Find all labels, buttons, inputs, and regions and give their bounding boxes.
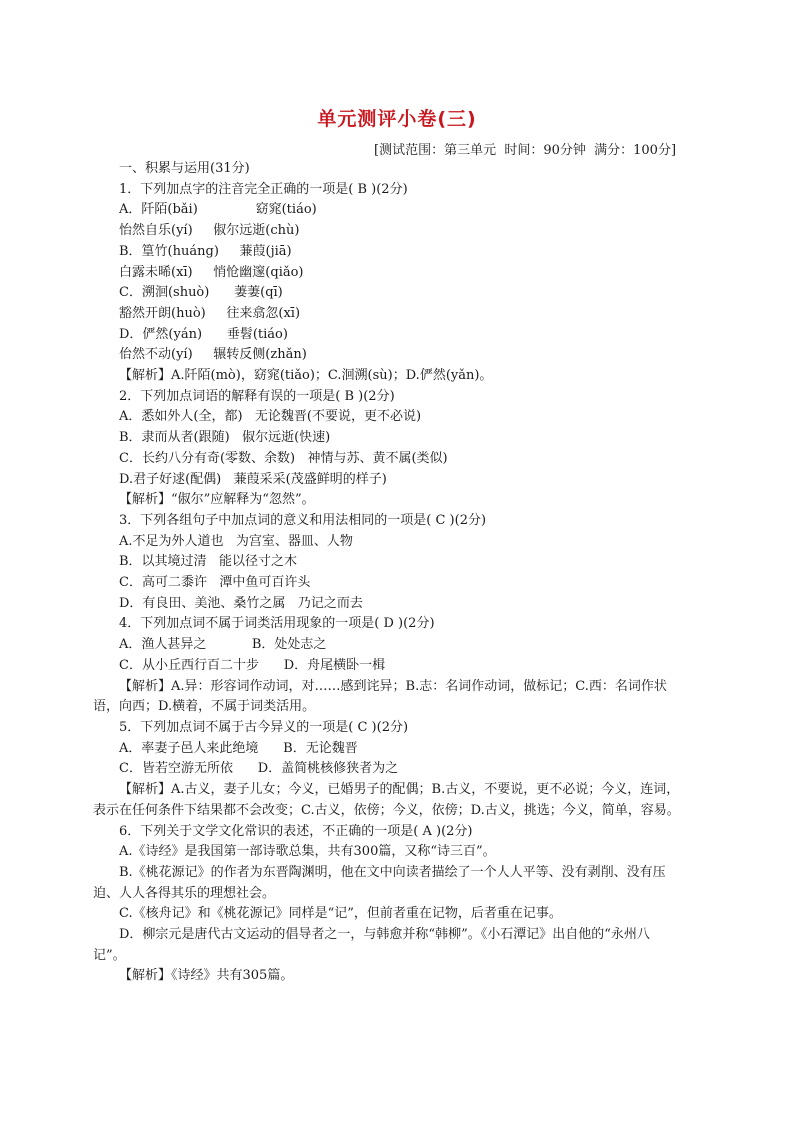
question-6-option-c: C.《核舟记》和《桃花源记》同样是“记”，但前者重在记物，后者重在记事。 (119, 906, 562, 922)
page-title: 单元测评小卷(三) (317, 108, 477, 130)
question-5-stem: 5．下列加点词不属于古今异义的一项是( C )(2分) (119, 719, 409, 735)
question-1-option-a-line-1: A．阡陌(bǎi) 窈窕(tiáo) (119, 202, 317, 218)
question-4-analysis: 【解析】A.异：形容词作动词，对……感到诧异；B.志：名词作动词，做标记；C.西：名词作状语，向西；D.横着，不属于词类活用。 (93, 678, 667, 715)
question-5-options-ab: A．率妻子邑人来此绝境 B．无论魏晋 (119, 740, 358, 756)
question-5-analysis: 【解析】A.古义，妻子儿女；今义，已婚男子的配偶；B.古义，不要说，更不必说；今义，连词，表示在任何条件下结果都不会改变；C.古义，依傍；今义，依傍；D.古义，挑选；今义，简单，容易。 (93, 782, 680, 818)
question-6-stem: 6．下列关于文学文化常识的表述，不正确的一项是( A )(2分) (119, 823, 473, 839)
question-3-option-c: C．高可二黍许 潭中鱼可百许头 (119, 575, 311, 591)
question-1-analysis: 【解析】A.阡陌(mò)，窈窕(tiǎo)；C.洄溯(sù)；D.俨然(yǎn)。 (119, 368, 493, 384)
question-5-options-cd: C．皆若空游无所依 D．盖简桃核修狭者为之 (119, 761, 399, 777)
question-1-option-d-line-1: D．俨然(yán) 垂髫(tiáo) (119, 326, 288, 342)
question-2-option-c: C．长约八分有奇(零数、余数) 神情与苏、黄不属(类似) (119, 450, 448, 466)
question-3-option-a: A.不足为外人道也 为宫室、器皿、人物 (119, 533, 353, 549)
question-2-analysis: 【解析】“俶尔”应解释为“忽然”。 (119, 492, 315, 508)
section-heading: 一、积累与运用(31分) (119, 161, 250, 176)
question-2-option-a: A．悉如外人(全，都) 无论魏晋(不要说，更不必说) (119, 409, 422, 425)
question-3-option-b: B．以其境过清 能以径寸之木 (119, 554, 297, 570)
question-1-option-c-line-1: C．溯洄(shuò) 萋萋(qī) (119, 285, 283, 301)
question-3-option-d: D．有良田、美池、桑竹之属 乃记之而去 (119, 595, 363, 611)
question-1-stem: 1．下列加点字的注音完全正确的一项是( B )(2分) (119, 181, 408, 197)
question-3-stem: 3．下列各组句子中加点词的意义和用法相同的一项是( C )(2分) (119, 512, 487, 528)
question-2-option-d: D.君子好逑(配偶) 蒹葭采采(茂盛鲜明的样子) (119, 471, 387, 487)
question-6-analysis: 【解析】《诗经》共有305篇。 (119, 968, 294, 984)
test-scope-info: [测试范围：第三单元 时间：90分钟 满分：100分] (374, 143, 677, 158)
question-4-options-cd: C．从小丘西行百二十步 D．舟尾横卧一楫 (119, 657, 386, 673)
question-1-option-d-line-2: 佁然不动(yí) 辗转反侧(zhǎn) (119, 347, 307, 363)
question-6-option-d: D．柳宗元是唐代古文运动的倡导者之一，与韩愈并称“韩柳”。《小石潭记》出自他的“永州八记”。 (93, 927, 650, 963)
document-body (93, 159, 681, 987)
question-4-options-ab: A．渔人甚异之 B．处处志之 (119, 637, 327, 653)
question-1-option-a-line-2: 怡然自乐(yí) 俶尔远逝(chù) (119, 223, 300, 239)
question-6-option-a: A.《诗经》是我国第一部诗歌总集，共有300篇，又称“诗三百”。 (119, 844, 496, 860)
question-2-option-b: B．隶而从者(跟随) 俶尔远逝(快速) (119, 430, 331, 446)
question-6-option-b: B.《桃花源记》的作者为东晋陶渊明，他在文中向读者描绘了一个人人平等、没有剥削、没有压迫、人人各得其乐的理想社会。 (93, 864, 666, 901)
question-4-stem: 4．下列加点词不属于词类活用现象的一项是( D )(2分) (119, 616, 435, 632)
question-1-option-b-line-2: 白露未晞(xī) 悄怆幽邃(qiǎo) (119, 264, 304, 280)
question-1-option-c-line-2: 豁然开朗(huò) 往来翕忽(xī) (119, 305, 301, 321)
question-1-option-b-line-1: B．篁竹(huáng) 蒹葭(jiā) (119, 243, 292, 259)
question-2-stem: 2．下列加点词语的解释有误的一项是( B )(2分) (119, 388, 395, 404)
